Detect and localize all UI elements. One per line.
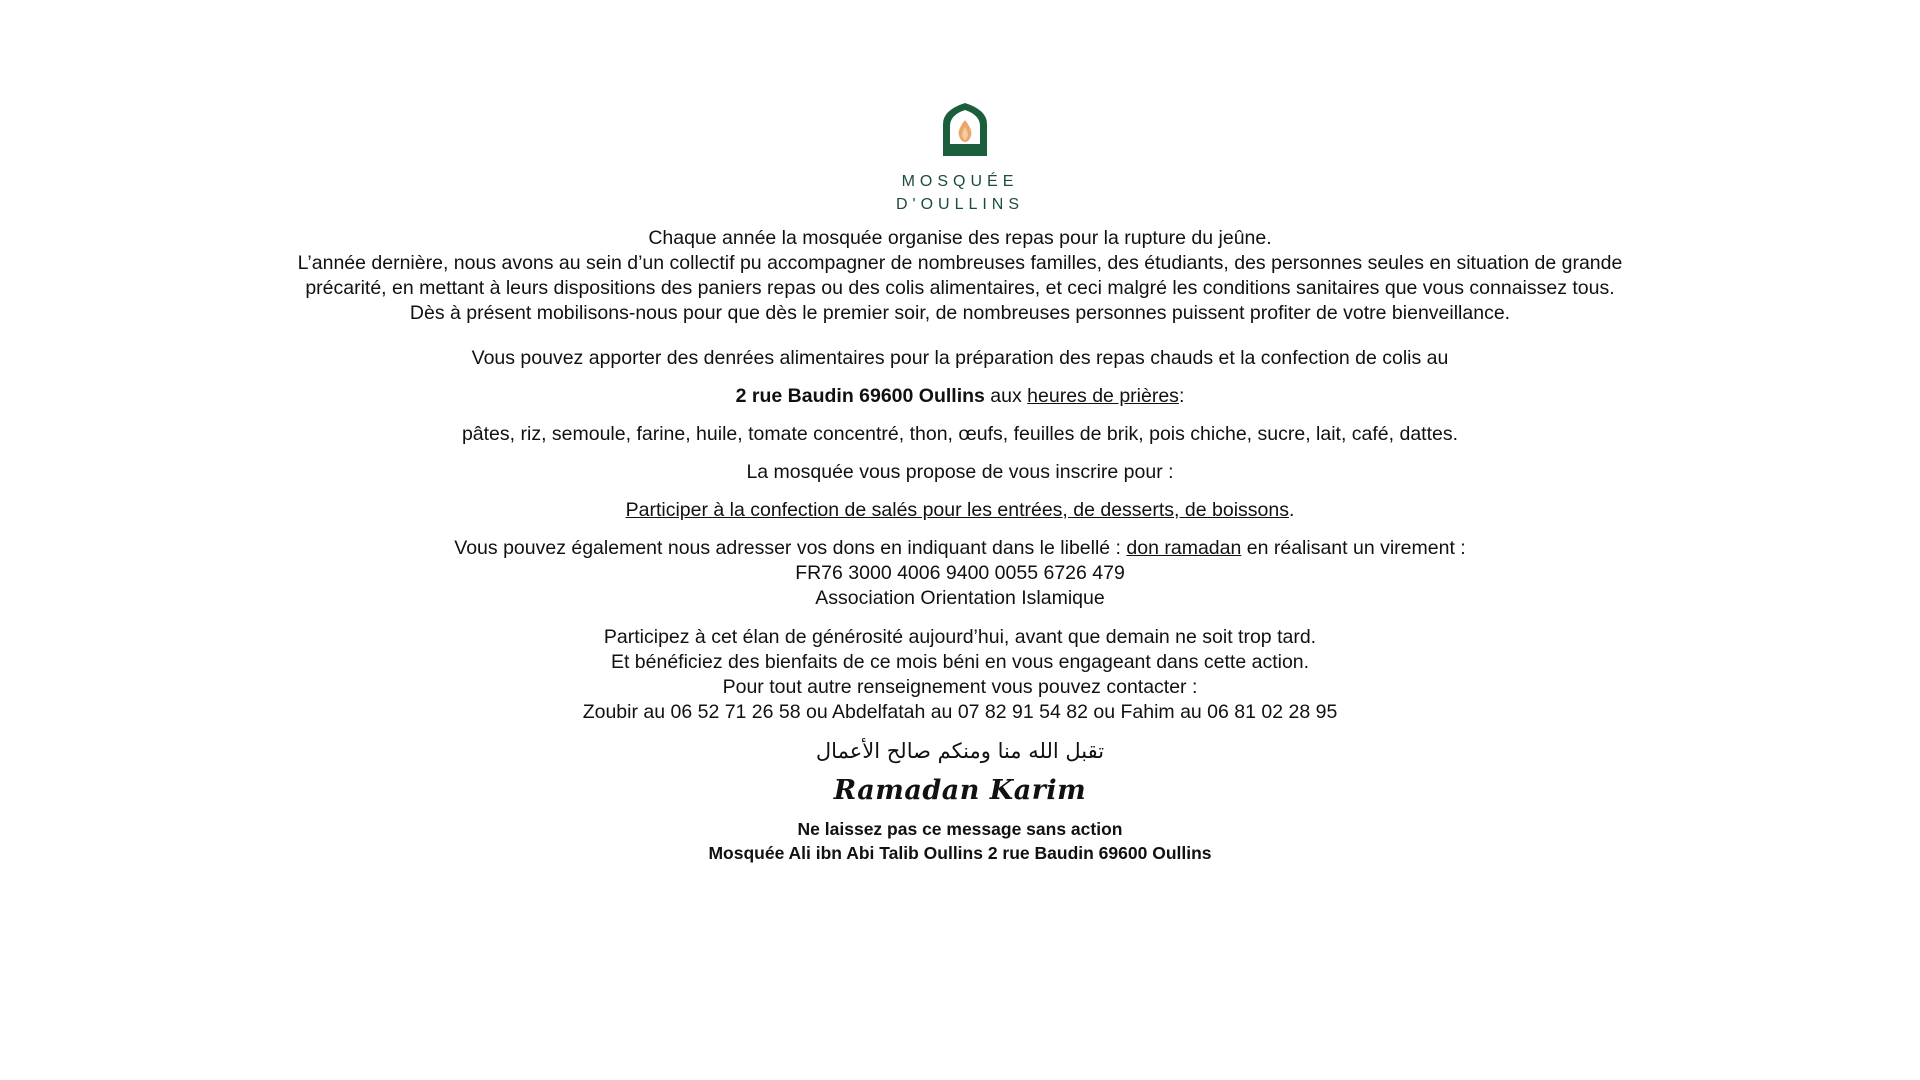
ramadan-greeting: Ramadan Karim: [833, 775, 1087, 806]
signup-option-end: .: [1288, 499, 1295, 521]
footer-line-1: Ne laissez pas ce message sans action: [797, 819, 1123, 839]
donation-address: [0, 384, 1920, 409]
food-items-list: pâtes, riz, semoule, farine, huile, tomate concentré, thon, œufs, feuilles de brik, pois chiche, sucre, lait, café, dattes.: [461, 423, 1459, 445]
signup-intro: La mosquée vous propose de vous inscrire pour :: [746, 461, 1174, 483]
iban: FR76 3000 4006 9400 0055 6726 479: [795, 562, 1125, 584]
arabic-blessing: تقبل الله منا ومنكم صالح الأعمال: [815, 739, 1105, 763]
intro-line-3: précarité, en mettant à leurs dispositions des paniers repas ou des colis alimentaires, et ceci malgré les conditions sanitaires que vous connaissez tous.: [305, 277, 1615, 299]
intro-line-1: Chaque année la mosquée organise des repas pour la rupture du jeûne.: [648, 227, 1272, 249]
association-name: Association Orientation Islamique: [815, 587, 1105, 609]
prayer-times-link: heures de prières: [1027, 385, 1179, 407]
brand-name-line2: D'OULLINS: [895, 196, 1025, 213]
contact-numbers: Zoubir au 06 52 71 26 58 ou Abdelfatah au 07 82 91 54 82 ou Fahim au 06 81 02 28 95: [582, 701, 1338, 723]
transfer-end: en réalisant un virement :: [1241, 537, 1466, 559]
transfer-start: Vous pouvez également nous adresser vos dons en indiquant dans le libellé :: [454, 537, 1127, 559]
closing-line-3: Pour tout autre renseignement vous pouvez contacter :: [722, 676, 1198, 698]
transfer-label: don ramadan: [1126, 537, 1242, 559]
address-mid: aux: [984, 385, 1028, 407]
signup-option: [0, 498, 1920, 523]
closing-line-1: Participez à cet élan de générosité aujourd’hui, avant que demain ne soit trop tard.: [603, 626, 1317, 648]
transfer-instructions: [0, 536, 1920, 561]
signup-option-text: Participer à la confection de salés pour les entrées, de desserts, de boissons: [625, 499, 1289, 521]
brand-name-line1: MOSQUÉE: [901, 173, 1019, 190]
address-bold: 2 rue Baudin 69600 Oullins: [735, 385, 985, 407]
closing-line-2: Et bénéficiez des bienfaits de ce mois béni en vous engageant dans cette action.: [610, 651, 1310, 673]
intro-line-4: Dès à présent mobilisons-nous pour que dès le premier soir, de nombreuses personnes puissent profiter de votre bienveillance.: [409, 302, 1511, 324]
footer: [0, 817, 1920, 865]
intro-line-2: L’année dernière, nous avons au sein d’un collectif pu accompagner de nombreuses familles, des étudiants, des personnes seules en situation de grande: [297, 252, 1623, 274]
mosque-logo-icon: [935, 100, 995, 162]
donation-intro: Vous pouvez apporter des denrées alimentaires pour la préparation des repas chauds et la confection de colis au: [471, 347, 1449, 369]
flyer-content: [0, 226, 1920, 865]
address-end: :: [1178, 385, 1185, 407]
footer-line-2: Mosquée Ali ibn Abi Talib Oullins 2 rue Baudin 69600 Oullins: [708, 843, 1212, 863]
